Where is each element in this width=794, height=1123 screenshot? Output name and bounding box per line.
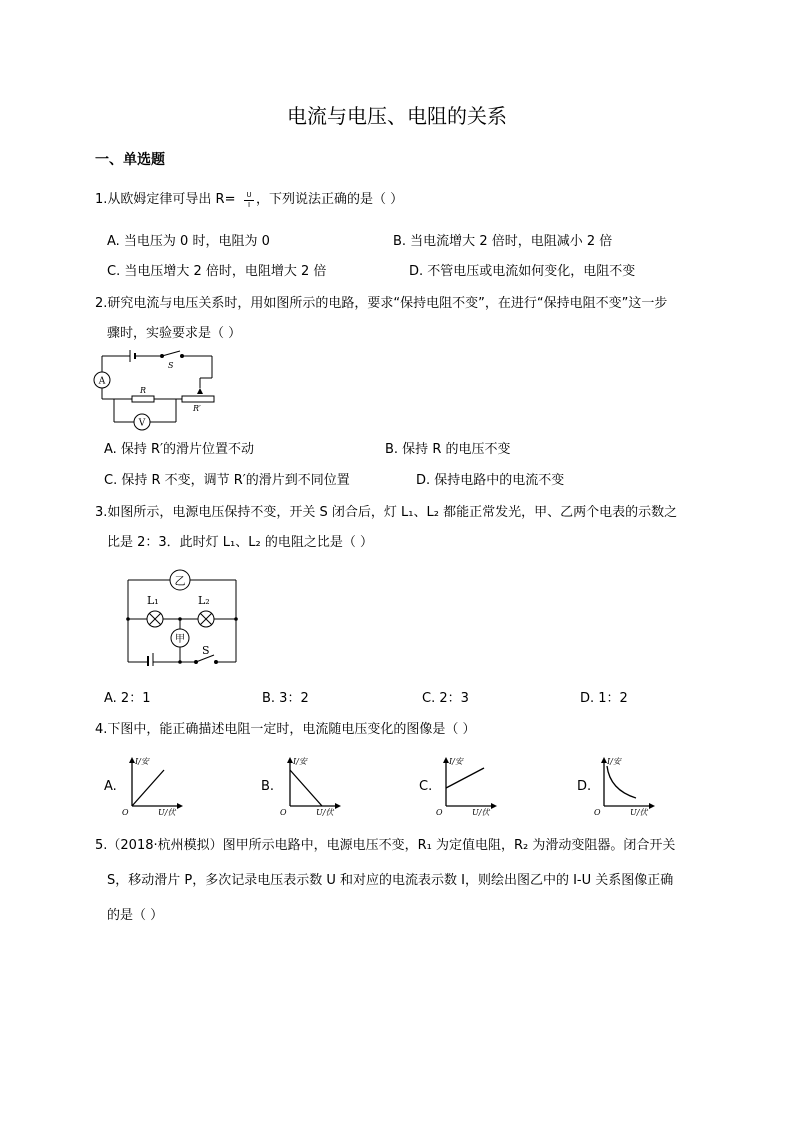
- q1-option-d: D. 不管电压或电流如何变化，电阻不变: [409, 264, 636, 279]
- q1-frac-num: U: [246, 191, 252, 199]
- q4-c-ylabel: I/安: [449, 757, 463, 766]
- q3-option-b: B. 3：2: [262, 691, 309, 706]
- q2-option-c: C. 保持 R 不变，调节 R′的滑片到不同位置: [104, 473, 350, 488]
- meter-jia-label: 甲: [175, 634, 185, 645]
- q2-stem-line1: 2.研究电流与电压关系时，用如图所示的电路，要求“保持电阻不变”，在进行“保持电阻不变”这一步: [95, 296, 668, 311]
- meter-yi-label: 乙: [174, 574, 186, 588]
- voltmeter-label: V: [138, 418, 146, 429]
- q4-c-xlabel: U/伏: [472, 808, 490, 816]
- q1-option-a: A. 当电压为 0 时，电阻为 0: [107, 234, 270, 249]
- q4-graph-b: [276, 754, 342, 816]
- q3-option-c: C. 2：3: [422, 691, 469, 706]
- q4-a-xlabel: U/伏: [158, 808, 176, 816]
- q2-option-b: B. 保持 R 的电压不变: [385, 442, 511, 457]
- q5-stem-line3: 的是（ ）: [107, 908, 164, 923]
- q4-c-origin: O: [436, 808, 443, 816]
- q3-circuit-diagram: [122, 566, 242, 666]
- q1-stem-before: 1.从欧姆定律可导出 R=: [95, 192, 236, 207]
- q5-stem-line1: 5.（2018·杭州模拟）图甲所示电路中，电源电压不变，R₁ 为定值电阻，R₂ 为滑动变阻器。闭合开关: [95, 838, 676, 853]
- q4-graph-d: [590, 754, 656, 816]
- q4-d-origin: O: [594, 808, 601, 816]
- q2-option-d: D. 保持电路中的电流不变: [416, 473, 565, 488]
- q4-graph-a-letter: A.: [104, 779, 117, 794]
- lamp-l1-label: L₁: [147, 594, 159, 607]
- q4-graph-c: [432, 754, 498, 816]
- q1-option-b: B. 当电流增大 2 倍时，电阻减小 2 倍: [393, 234, 613, 249]
- lamp-l2-label: L₂: [198, 594, 210, 607]
- q4-b-ylabel: I/安: [293, 757, 307, 766]
- q3-option-d: D. 1：2: [580, 691, 628, 706]
- q3-option-a: A. 2：1: [104, 691, 151, 706]
- resistor-label: R: [140, 386, 147, 395]
- q3-stem-line1: 3.如图所示，电源电压保持不变，开关 S 闭合后，灯 L₁、L₂ 都能正常发光，甲、乙两个电表的示数之: [95, 505, 678, 520]
- section-heading: 一、单选题: [95, 152, 165, 168]
- q1-frac-den: I: [247, 201, 251, 209]
- q1-fraction: [244, 192, 254, 209]
- q4-a-ylabel: I/安: [135, 757, 149, 766]
- q4-d-xlabel: U/伏: [630, 808, 648, 816]
- switch-label: S: [168, 361, 174, 370]
- page-title: 电流与电压、电阻的关系: [287, 104, 507, 128]
- q2-stem-line2: 骤时，实验要求是（ ）: [107, 326, 242, 341]
- q1-stem-after: ，下列说法正确的是（ ）: [256, 192, 404, 207]
- q4-b-xlabel: U/伏: [316, 808, 334, 816]
- q2-option-a: A. 保持 R′的滑片位置不动: [104, 442, 255, 457]
- q4-b-origin: O: [280, 808, 287, 816]
- q5-stem-line2: S，移动滑片 P，多次记录电压表示数 U 和对应的电流表示数 I，则绘出图乙中的 I-U 关系图像正确: [107, 873, 674, 888]
- q1-option-c: C. 当电压增大 2 倍时，电阻增大 2 倍: [107, 264, 327, 279]
- rheostat-label: R′: [193, 404, 201, 413]
- q4-stem: 4.下图中，能正确描述电阻一定时，电流随电压变化的图像是（ ）: [95, 722, 476, 737]
- q4-graph-a: [118, 754, 184, 816]
- switch-s-label: S: [202, 644, 210, 657]
- q4-graph-c-letter: C.: [419, 779, 433, 794]
- ammeter-label: A: [98, 376, 106, 387]
- q4-graph-d-letter: D.: [577, 779, 592, 794]
- q4-a-origin: O: [122, 808, 129, 816]
- q4-graph-b-letter: B.: [261, 779, 275, 794]
- q2-circuit-diagram: [92, 348, 222, 433]
- q4-d-ylabel: I/安: [607, 757, 621, 766]
- q3-stem-line2: 比是 2：3．此时灯 L₁、L₂ 的电阻之比是（ ）: [107, 535, 373, 550]
